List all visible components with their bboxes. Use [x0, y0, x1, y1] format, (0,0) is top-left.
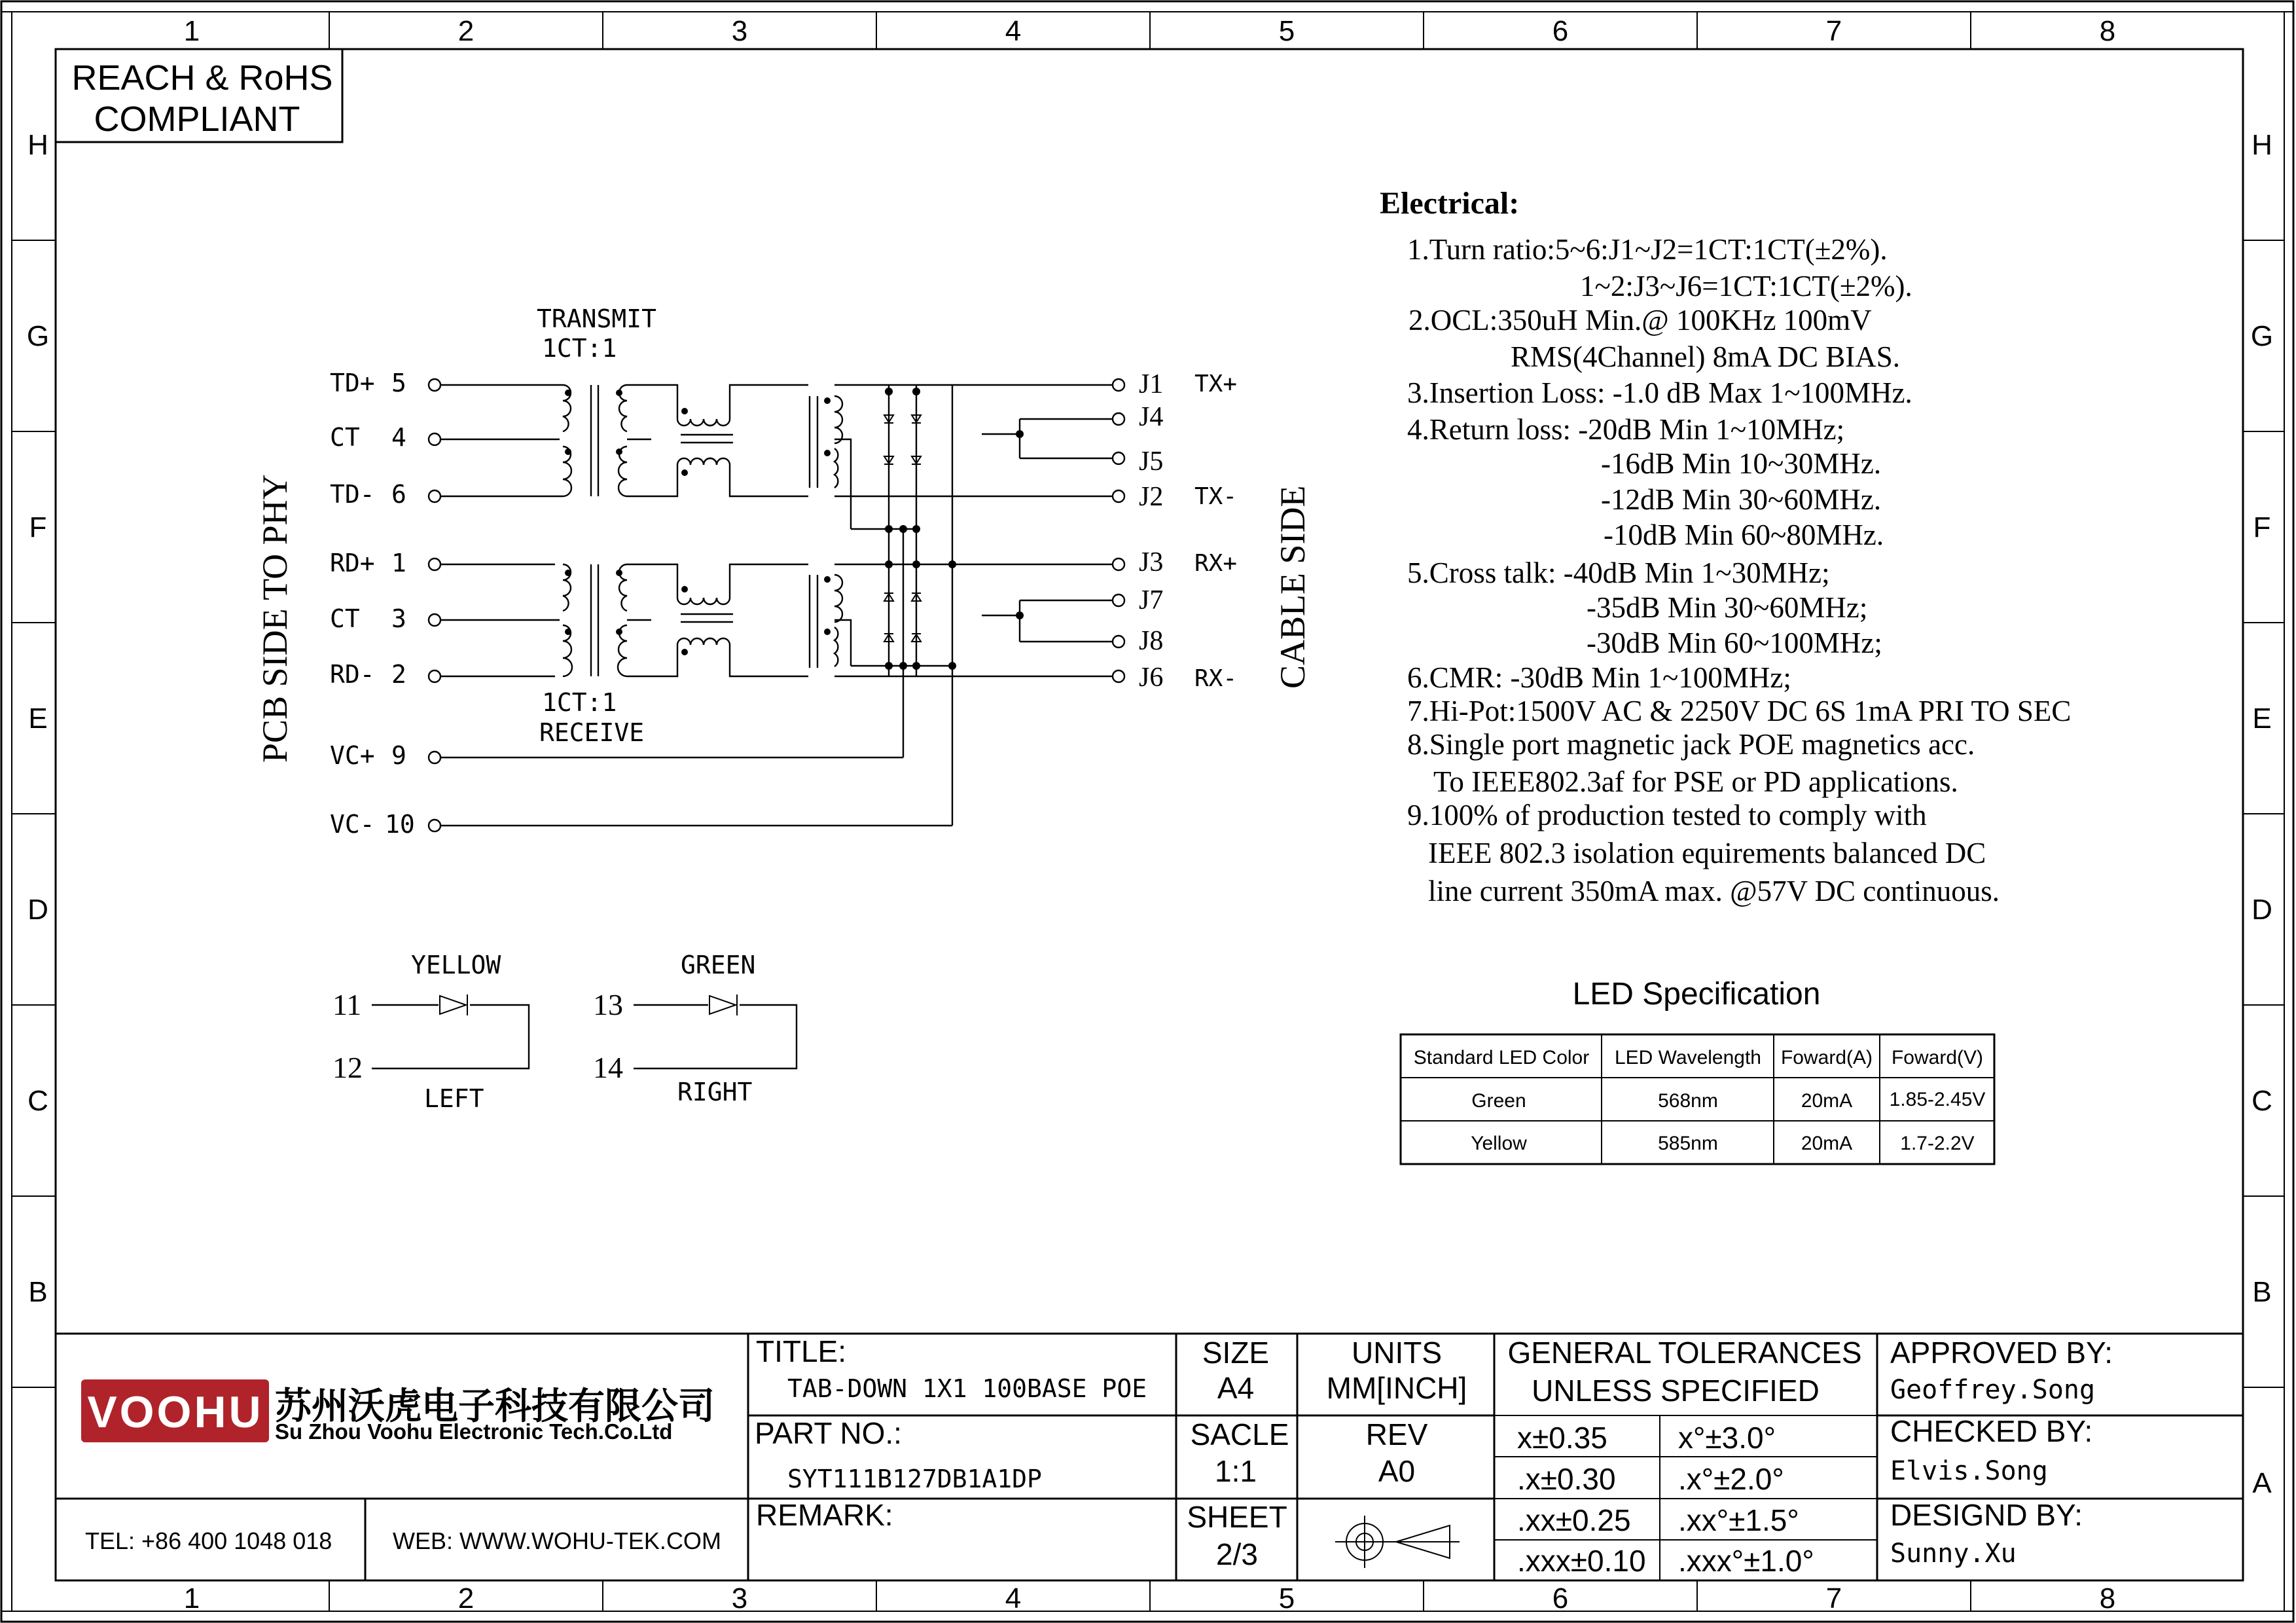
tol-angular: .xx°±1.5° — [1678, 1503, 1799, 1537]
projection-symbol-icon — [1335, 1516, 1460, 1568]
note-line: 7.Hi-Pot:1500V AC & 2250V DC 6S 1mA PRI TO SEC — [1407, 695, 2072, 727]
col-label: 7 — [1825, 1582, 1842, 1614]
compliance-line1: REACH & RoHS — [71, 58, 333, 98]
col-label: 4 — [1005, 1582, 1022, 1614]
col-label: 2 — [457, 1582, 475, 1614]
receive-ratio: 1CT:1 — [542, 688, 617, 717]
table-cell: Green — [1471, 1090, 1526, 1112]
junction-dots — [885, 388, 1024, 670]
company-cn: 苏州沃虎电子科技有限公司 — [275, 1385, 715, 1427]
note-line: -16dB Min 10~30MHz. — [1601, 447, 1882, 480]
electrical-heading: Electrical: — [1380, 186, 1520, 221]
row-label: F — [29, 511, 47, 543]
note-line: To IEEE802.3af for PSE or PD applications. — [1433, 765, 1958, 798]
col-label: 6 — [1552, 1582, 1569, 1614]
row-label: H — [27, 129, 48, 161]
note-line: -10dB Min 60~80MHz. — [1604, 519, 1884, 551]
title-block — [56, 1334, 2243, 1580]
receive-dots — [565, 570, 831, 655]
led-spec-table — [1401, 977, 1994, 1164]
size-value: A4 — [1217, 1371, 1255, 1405]
left-pin-wires — [429, 379, 952, 831]
tol-linear: .xx±0.25 — [1517, 1503, 1631, 1537]
table-cell: 585nm — [1658, 1133, 1718, 1154]
title-label: TITLE: — [756, 1334, 847, 1368]
col-label: 2 — [457, 15, 475, 47]
table-cell: 568nm — [1658, 1090, 1718, 1112]
row-label: D — [27, 894, 48, 926]
rev-value: A0 — [1378, 1454, 1416, 1488]
tol-angular: x°±3.0° — [1678, 1421, 1776, 1455]
cable-pin: J2 — [1139, 482, 1164, 512]
pin-name: TD- — [330, 480, 375, 509]
transmit-ratio: 1CT:1 — [542, 334, 617, 363]
col-label: 5 — [1278, 1582, 1295, 1614]
col-label: 5 — [1278, 15, 1295, 47]
table-header: Standard LED Color — [1413, 1047, 1590, 1068]
tel: TEL: +86 400 1048 018 — [85, 1527, 332, 1554]
note-line: 2.OCL:350uH Min.@ 100KHz 100mV — [1408, 304, 1872, 337]
pin-name: RD+ — [330, 549, 375, 577]
part-label: PART NO.: — [755, 1416, 902, 1450]
pin-number: 3 — [391, 604, 406, 633]
cable-pin: J8 — [1139, 626, 1164, 656]
cable-side-label: CABLE SIDE — [1273, 485, 1312, 689]
signal-label: TX- — [1194, 483, 1238, 510]
table-header: LED Wavelength — [1614, 1047, 1762, 1068]
logo-text: VOOHU — [87, 1387, 264, 1437]
transmit-transformer — [555, 385, 1113, 496]
row-label: G — [26, 320, 50, 352]
col-label: 1 — [183, 1582, 200, 1614]
transmit-label: TRANSMIT — [537, 304, 657, 333]
note-line: -30dB Min 60~100MHz; — [1587, 627, 1882, 659]
row-label: D — [2251, 894, 2272, 926]
led-side-label: LEFT — [424, 1084, 484, 1113]
remark-label: REMARK: — [756, 1498, 893, 1532]
cable-pin: J7 — [1139, 585, 1164, 615]
led-color-label: YELLOW — [411, 951, 501, 979]
designed-value: Sunny.Xu — [1890, 1539, 2017, 1569]
pin-number: 6 — [391, 480, 406, 509]
sheet-value: 2/3 — [1216, 1537, 1258, 1571]
led-spec-title: LED Specification — [1572, 977, 1821, 1012]
note-line: 5.Cross talk: -40dB Min 1~30MHz; — [1407, 556, 1830, 589]
checked-label: CHECKED BY: — [1890, 1414, 2093, 1448]
row-label: G — [2250, 320, 2274, 352]
designed-label: DESIGND BY: — [1890, 1498, 2083, 1532]
led-color-label: GREEN — [681, 951, 756, 979]
table-cell: 1.85-2.45V — [1889, 1089, 1986, 1110]
table-header: Foward(A) — [1780, 1047, 1873, 1068]
row-label: H — [2251, 129, 2272, 161]
pin-name: CT — [330, 604, 360, 633]
table-header: Foward(V) — [1891, 1047, 1984, 1068]
electrical-notes — [1380, 186, 2071, 907]
approved-value: Geoffrey.Song — [1890, 1375, 2096, 1405]
cable-pin: J3 — [1139, 547, 1164, 577]
note-line: 6.CMR: -30dB Min 1~100MHz; — [1407, 661, 1791, 694]
approved-label: APPROVED BY: — [1890, 1336, 2113, 1370]
col-label: 3 — [731, 15, 748, 47]
signal-label: RX+ — [1194, 550, 1238, 577]
pin-name: TD+ — [330, 369, 375, 397]
row-label: B — [28, 1276, 48, 1308]
led-pin-a: 11 — [332, 988, 362, 1021]
pin-name: CT — [330, 423, 360, 452]
tol-angular: .x°±2.0° — [1678, 1462, 1784, 1496]
tol-linear: .x±0.30 — [1517, 1462, 1616, 1496]
sheet-label: SHEET — [1187, 1500, 1287, 1534]
signal-label: RX- — [1194, 665, 1238, 692]
title-value: TAB-DOWN 1X1 100BASE POE — [787, 1374, 1147, 1403]
note-line: 1.Turn ratio:5~6:J1~J2=1CT:1CT(±2%). — [1407, 233, 1888, 266]
row-label: A — [2252, 1467, 2272, 1499]
scale-label: SACLE — [1190, 1417, 1289, 1451]
cable-pin: J1 — [1139, 369, 1164, 399]
cable-pin: J6 — [1139, 663, 1164, 693]
note-line: 1~2:J3~J6=1CT:1CT(±2%). — [1580, 270, 1912, 302]
led-pin-b: 14 — [593, 1051, 623, 1084]
tolerance-heading-2: UNLESS SPECIFIED — [1532, 1374, 1820, 1408]
tol-angular: .xxx°±1.0° — [1678, 1544, 1814, 1578]
cable-pin: J4 — [1139, 402, 1164, 432]
rev-label: REV — [1365, 1417, 1428, 1451]
diode-bridge — [834, 385, 952, 826]
col-label: 4 — [1005, 15, 1022, 47]
company-en: Su Zhou Voohu Electronic Tech.Co.Ltd — [275, 1419, 673, 1444]
pin-number: 10 — [385, 810, 415, 839]
pin-number: 1 — [391, 549, 406, 577]
note-line: -12dB Min 30~60MHz. — [1601, 483, 1882, 516]
signal-labels — [1194, 371, 1237, 692]
table-cell: Yellow — [1471, 1133, 1527, 1154]
schematic — [255, 304, 1312, 839]
led-pin-b: 12 — [332, 1051, 363, 1084]
tolerance-heading-1: GENERAL TOLERANCES — [1507, 1336, 1862, 1370]
transmit-dots — [565, 390, 831, 476]
note-line: -35dB Min 30~60MHz; — [1587, 591, 1868, 624]
pin-name: RD- — [330, 660, 375, 689]
receive-label: RECEIVE — [539, 718, 645, 747]
led-pin-a: 13 — [593, 988, 623, 1021]
note-line: 3.Insertion Loss: -1.0 dB Max 1~100MHz. — [1407, 376, 1912, 409]
table-cell: 20mA — [1801, 1090, 1853, 1112]
note-line: line current 350mA max. @57V DC continuous. — [1428, 875, 2000, 907]
note-line: 4.Return loss: -20dB Min 1~10MHz; — [1407, 413, 1845, 446]
part-value: SYT111B127DB1A1DP — [787, 1465, 1042, 1493]
units-value: MM[INCH] — [1326, 1371, 1467, 1405]
note-line: RMS(4Channel) 8mA DC BIAS. — [1511, 340, 1901, 373]
signal-label: TX+ — [1194, 371, 1238, 397]
right-pin-labels — [1139, 369, 1163, 693]
col-label: 6 — [1552, 15, 1569, 47]
led-yellow — [332, 951, 529, 1113]
row-label: E — [28, 702, 48, 735]
pin-number: 5 — [391, 369, 406, 397]
row-label: C — [27, 1085, 48, 1117]
cable-pin: J5 — [1139, 447, 1164, 477]
row-label: C — [2251, 1085, 2272, 1117]
col-label: 7 — [1825, 15, 1842, 47]
led-side-label: RIGHT — [677, 1078, 753, 1106]
row-label: E — [2252, 702, 2272, 735]
cable-side-wires — [982, 379, 1124, 682]
checked-value: Elvis.Song — [1890, 1456, 2048, 1486]
pin-name: VC- — [330, 810, 375, 839]
tol-linear: .xxx±0.10 — [1517, 1544, 1646, 1578]
col-label: 8 — [2099, 15, 2116, 47]
compliance-line2: COMPLIANT — [94, 100, 300, 139]
col-label: 3 — [731, 1582, 748, 1614]
size-label: SIZE — [1202, 1336, 1270, 1370]
led-green — [593, 951, 797, 1106]
left-pin-labels — [330, 369, 415, 839]
pin-number: 9 — [391, 741, 406, 770]
row-label: F — [2253, 511, 2271, 543]
web: WEB: WWW.WOHU-TEK.COM — [393, 1527, 721, 1554]
scale-value: 1:1 — [1215, 1454, 1257, 1488]
col-label: 1 — [183, 15, 200, 47]
units-label: UNITS — [1352, 1336, 1442, 1370]
tol-linear: x±0.35 — [1517, 1421, 1607, 1455]
col-label: 8 — [2099, 1582, 2116, 1614]
table-cell: 20mA — [1801, 1133, 1853, 1154]
pin-number: 2 — [391, 660, 406, 689]
pin-name: VC+ — [330, 741, 375, 770]
row-label: B — [2252, 1276, 2272, 1308]
note-line: 8.Single port magnetic jack POE magnetics acc. — [1407, 728, 1975, 761]
note-line: 9.100% of production tested to comply with — [1407, 799, 1927, 831]
note-line: IEEE 802.3 isolation equirements balanced DC — [1428, 837, 1986, 869]
pcb-side-label: PCB SIDE TO PHY — [255, 474, 295, 763]
pin-number: 4 — [391, 423, 406, 452]
table-cell: 1.7-2.2V — [1900, 1133, 1975, 1154]
